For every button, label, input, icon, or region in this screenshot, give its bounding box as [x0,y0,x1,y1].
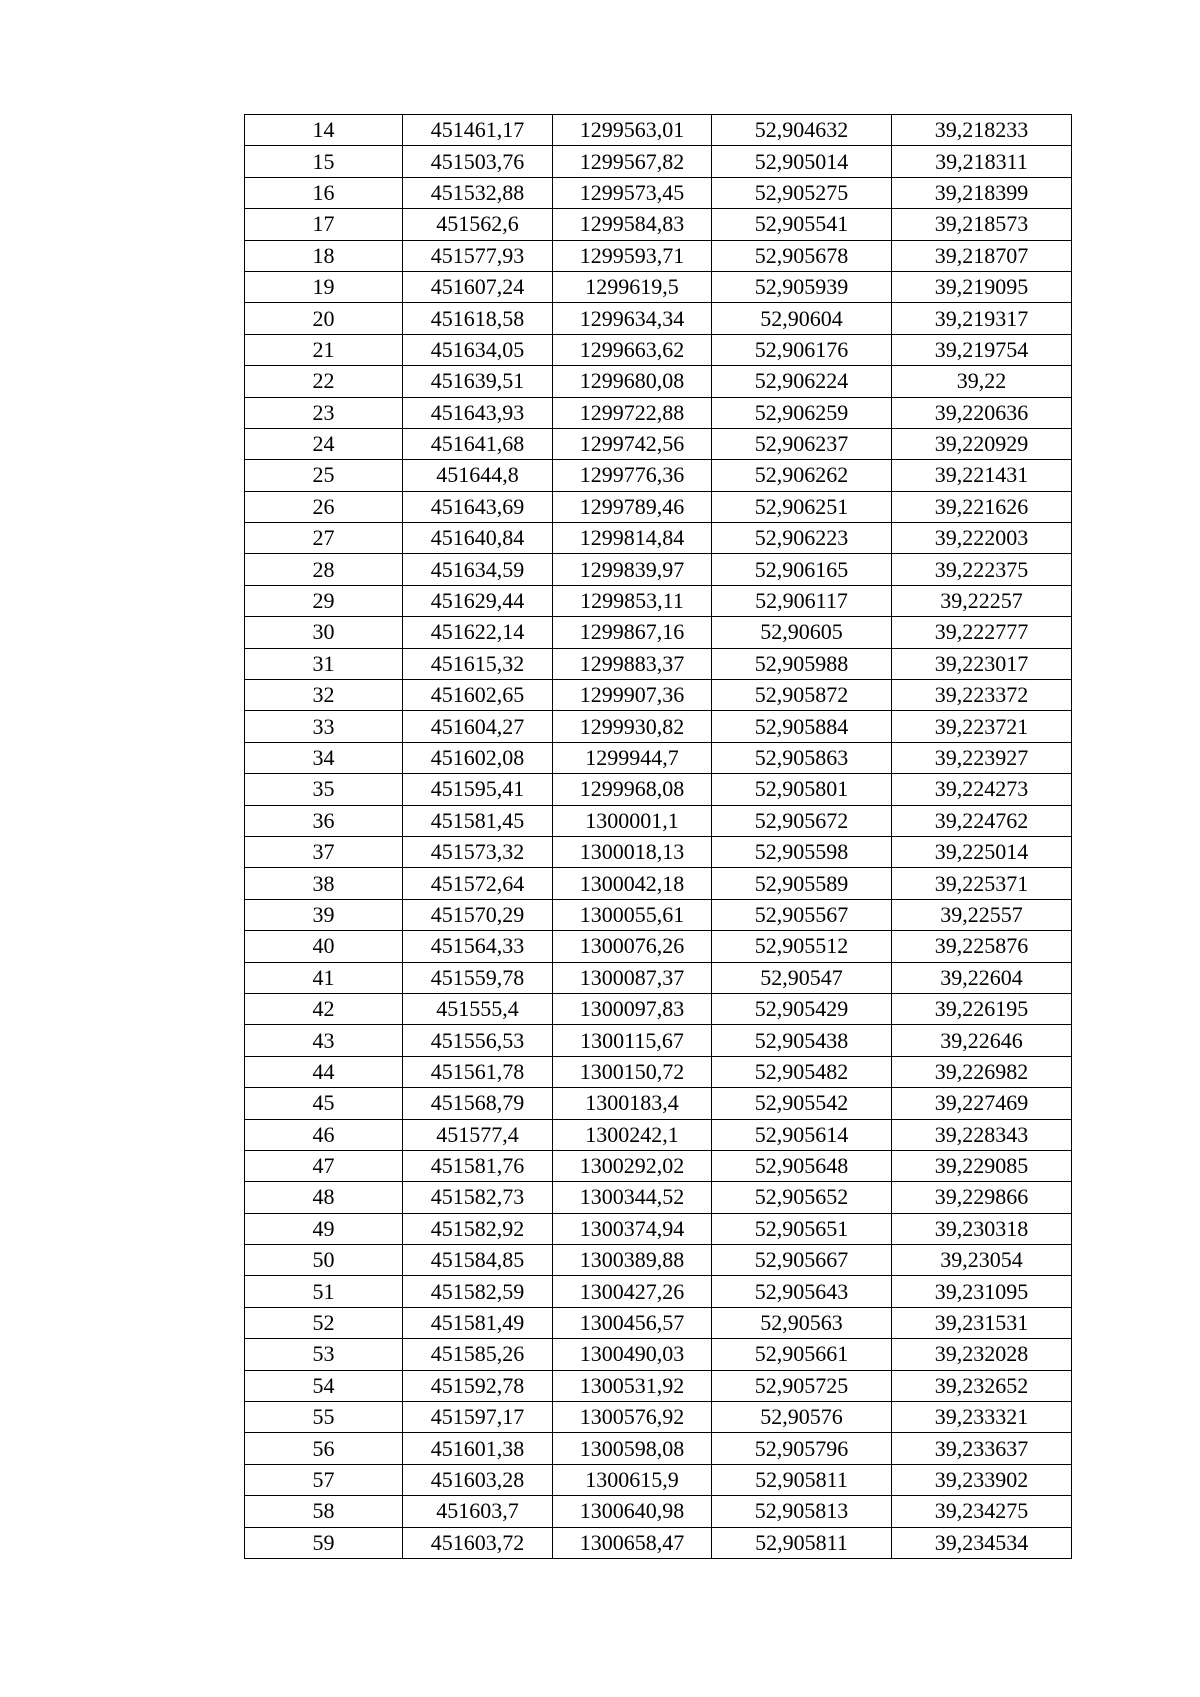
x-coordinate-cell: 451577,4 [403,1119,553,1150]
latitude-cell: 52,904632 [712,115,892,146]
longitude-cell: 39,233902 [892,1464,1072,1495]
point-number-cell: 24 [245,428,403,459]
point-number-cell: 33 [245,711,403,742]
y-coordinate-cell: 1299867,16 [553,617,712,648]
table-row [245,899,1072,930]
latitude-cell: 52,905648 [712,1150,892,1181]
y-coordinate-cell: 1299814,84 [553,523,712,554]
latitude-cell: 52,905652 [712,1182,892,1213]
table-row [245,366,1072,397]
y-coordinate-cell: 1300055,61 [553,899,712,930]
latitude-cell: 52,905725 [712,1370,892,1401]
x-coordinate-cell: 451604,27 [403,711,553,742]
latitude-cell: 52,905589 [712,868,892,899]
point-number-cell: 25 [245,460,403,491]
longitude-cell: 39,233321 [892,1402,1072,1433]
x-coordinate-cell: 451603,72 [403,1527,553,1558]
longitude-cell: 39,222777 [892,617,1072,648]
point-number-cell: 42 [245,993,403,1024]
longitude-cell: 39,218707 [892,240,1072,271]
longitude-cell: 39,233637 [892,1433,1072,1464]
latitude-cell: 52,905541 [712,209,892,240]
x-coordinate-cell: 451615,32 [403,648,553,679]
longitude-cell: 39,226195 [892,993,1072,1024]
y-coordinate-cell: 1300531,92 [553,1370,712,1401]
point-number-cell: 53 [245,1339,403,1370]
x-coordinate-cell: 451603,7 [403,1496,553,1527]
longitude-cell: 39,23054 [892,1245,1072,1276]
y-coordinate-cell: 1299563,01 [553,115,712,146]
latitude-cell: 52,905672 [712,805,892,836]
table-row [245,491,1072,522]
longitude-cell: 39,22257 [892,585,1072,616]
latitude-cell: 52,906223 [712,523,892,554]
y-coordinate-cell: 1299634,34 [553,303,712,334]
x-coordinate-cell: 451592,78 [403,1370,553,1401]
y-coordinate-cell: 1300640,98 [553,1496,712,1527]
x-coordinate-cell: 451601,38 [403,1433,553,1464]
latitude-cell: 52,905598 [712,836,892,867]
table-row [245,711,1072,742]
point-number-cell: 28 [245,554,403,585]
point-number-cell: 34 [245,742,403,773]
table-row [245,1527,1072,1558]
point-number-cell: 59 [245,1527,403,1558]
table-row [245,1213,1072,1244]
point-number-cell: 38 [245,868,403,899]
table-row [245,177,1072,208]
y-coordinate-cell: 1299907,36 [553,680,712,711]
y-coordinate-cell: 1300183,4 [553,1088,712,1119]
latitude-cell: 52,905811 [712,1527,892,1558]
longitude-cell: 39,231095 [892,1276,1072,1307]
y-coordinate-cell: 1300490,03 [553,1339,712,1370]
x-coordinate-cell: 451461,17 [403,115,553,146]
longitude-cell: 39,232028 [892,1339,1072,1370]
x-coordinate-cell: 451584,85 [403,1245,553,1276]
table-row [245,115,1072,146]
longitude-cell: 39,22557 [892,899,1072,930]
longitude-cell: 39,218399 [892,177,1072,208]
longitude-cell: 39,220636 [892,397,1072,428]
latitude-cell: 52,905988 [712,648,892,679]
table-row [245,303,1072,334]
table-row [245,209,1072,240]
latitude-cell: 52,905811 [712,1464,892,1495]
point-number-cell: 40 [245,931,403,962]
x-coordinate-cell: 451618,58 [403,303,553,334]
latitude-cell: 52,905542 [712,1088,892,1119]
table-row [245,1339,1072,1370]
longitude-cell: 39,230318 [892,1213,1072,1244]
x-coordinate-cell: 451570,29 [403,899,553,930]
longitude-cell: 39,225014 [892,836,1072,867]
y-coordinate-cell: 1299968,08 [553,774,712,805]
longitude-cell: 39,223017 [892,648,1072,679]
y-coordinate-cell: 1299680,08 [553,366,712,397]
table-row [245,962,1072,993]
point-number-cell: 20 [245,303,403,334]
table-row [245,554,1072,585]
table-row [245,1182,1072,1213]
table-row [245,240,1072,271]
latitude-cell: 52,905614 [712,1119,892,1150]
x-coordinate-cell: 451622,14 [403,617,553,648]
longitude-cell: 39,223927 [892,742,1072,773]
table-row [245,397,1072,428]
point-number-cell: 19 [245,271,403,302]
longitude-cell: 39,226982 [892,1056,1072,1087]
point-number-cell: 58 [245,1496,403,1527]
latitude-cell: 52,90547 [712,962,892,993]
point-number-cell: 46 [245,1119,403,1150]
x-coordinate-cell: 451644,8 [403,460,553,491]
latitude-cell: 52,905872 [712,680,892,711]
table-row [245,617,1072,648]
x-coordinate-cell: 451634,05 [403,334,553,365]
point-number-cell: 41 [245,962,403,993]
longitude-cell: 39,227469 [892,1088,1072,1119]
table-row [245,1056,1072,1087]
y-coordinate-cell: 1299742,56 [553,428,712,459]
point-number-cell: 49 [245,1213,403,1244]
x-coordinate-cell: 451581,76 [403,1150,553,1181]
y-coordinate-cell: 1299722,88 [553,397,712,428]
x-coordinate-cell: 451582,73 [403,1182,553,1213]
point-number-cell: 30 [245,617,403,648]
table-row [245,648,1072,679]
point-number-cell: 57 [245,1464,403,1495]
latitude-cell: 52,90576 [712,1402,892,1433]
x-coordinate-cell: 451597,17 [403,1402,553,1433]
table-row [245,428,1072,459]
y-coordinate-cell: 1300344,52 [553,1182,712,1213]
latitude-cell: 52,90563 [712,1307,892,1338]
point-number-cell: 14 [245,115,403,146]
y-coordinate-cell: 1300615,9 [553,1464,712,1495]
x-coordinate-cell: 451595,41 [403,774,553,805]
point-number-cell: 48 [245,1182,403,1213]
longitude-cell: 39,220929 [892,428,1072,459]
y-coordinate-cell: 1299573,45 [553,177,712,208]
y-coordinate-cell: 1299930,82 [553,711,712,742]
longitude-cell: 39,218573 [892,209,1072,240]
x-coordinate-cell: 451568,79 [403,1088,553,1119]
point-number-cell: 27 [245,523,403,554]
x-coordinate-cell: 451602,65 [403,680,553,711]
latitude-cell: 52,905801 [712,774,892,805]
table-row [245,146,1072,177]
table-row [245,1150,1072,1181]
latitude-cell: 52,905678 [712,240,892,271]
point-number-cell: 35 [245,774,403,805]
point-number-cell: 50 [245,1245,403,1276]
point-number-cell: 32 [245,680,403,711]
longitude-cell: 39,219095 [892,271,1072,302]
point-number-cell: 56 [245,1433,403,1464]
latitude-cell: 52,905661 [712,1339,892,1370]
x-coordinate-cell: 451577,93 [403,240,553,271]
x-coordinate-cell: 451634,59 [403,554,553,585]
x-coordinate-cell: 451555,4 [403,993,553,1024]
table-row [245,868,1072,899]
x-coordinate-cell: 451562,6 [403,209,553,240]
point-number-cell: 15 [245,146,403,177]
table-row [245,1433,1072,1464]
coordinates-table-body [245,115,1072,1559]
table-row [245,1119,1072,1150]
y-coordinate-cell: 1300115,67 [553,1025,712,1056]
latitude-cell: 52,906259 [712,397,892,428]
latitude-cell: 52,905884 [712,711,892,742]
x-coordinate-cell: 451581,49 [403,1307,553,1338]
point-number-cell: 44 [245,1056,403,1087]
latitude-cell: 52,905939 [712,271,892,302]
y-coordinate-cell: 1300001,1 [553,805,712,836]
longitude-cell: 39,234275 [892,1496,1072,1527]
y-coordinate-cell: 1299776,36 [553,460,712,491]
x-coordinate-cell: 451585,26 [403,1339,553,1370]
longitude-cell: 39,223372 [892,680,1072,711]
longitude-cell: 39,221431 [892,460,1072,491]
point-number-cell: 22 [245,366,403,397]
table-row [245,1245,1072,1276]
table-row [245,931,1072,962]
latitude-cell: 52,90604 [712,303,892,334]
latitude-cell: 52,905651 [712,1213,892,1244]
latitude-cell: 52,905512 [712,931,892,962]
longitude-cell: 39,224273 [892,774,1072,805]
latitude-cell: 52,905438 [712,1025,892,1056]
longitude-cell: 39,218233 [892,115,1072,146]
y-coordinate-cell: 1300389,88 [553,1245,712,1276]
point-number-cell: 51 [245,1276,403,1307]
y-coordinate-cell: 1300076,26 [553,931,712,962]
y-coordinate-cell: 1300427,26 [553,1276,712,1307]
latitude-cell: 52,906117 [712,585,892,616]
latitude-cell: 52,906176 [712,334,892,365]
table-row [245,1496,1072,1527]
table-row [245,805,1072,836]
latitude-cell: 52,905014 [712,146,892,177]
latitude-cell: 52,905482 [712,1056,892,1087]
x-coordinate-cell: 451559,78 [403,962,553,993]
point-number-cell: 54 [245,1370,403,1401]
longitude-cell: 39,22 [892,366,1072,397]
point-number-cell: 36 [245,805,403,836]
y-coordinate-cell: 1300292,02 [553,1150,712,1181]
longitude-cell: 39,228343 [892,1119,1072,1150]
y-coordinate-cell: 1299789,46 [553,491,712,522]
latitude-cell: 52,905863 [712,742,892,773]
table-row [245,1402,1072,1433]
y-coordinate-cell: 1300150,72 [553,1056,712,1087]
table-row [245,1088,1072,1119]
longitude-cell: 39,22646 [892,1025,1072,1056]
longitude-cell: 39,229085 [892,1150,1072,1181]
y-coordinate-cell: 1299853,11 [553,585,712,616]
x-coordinate-cell: 451564,33 [403,931,553,962]
point-number-cell: 17 [245,209,403,240]
latitude-cell: 52,90605 [712,617,892,648]
latitude-cell: 52,906165 [712,554,892,585]
table-row [245,774,1072,805]
longitude-cell: 39,234534 [892,1527,1072,1558]
longitude-cell: 39,224762 [892,805,1072,836]
y-coordinate-cell: 1299663,62 [553,334,712,365]
x-coordinate-cell: 451532,88 [403,177,553,208]
x-coordinate-cell: 451629,44 [403,585,553,616]
table-row [245,1464,1072,1495]
point-number-cell: 16 [245,177,403,208]
longitude-cell: 39,223721 [892,711,1072,742]
longitude-cell: 39,231531 [892,1307,1072,1338]
y-coordinate-cell: 1299619,5 [553,271,712,302]
table-row [245,460,1072,491]
y-coordinate-cell: 1300456,57 [553,1307,712,1338]
y-coordinate-cell: 1299839,97 [553,554,712,585]
x-coordinate-cell: 451561,78 [403,1056,553,1087]
longitude-cell: 39,225876 [892,931,1072,962]
longitude-cell: 39,232652 [892,1370,1072,1401]
y-coordinate-cell: 1299883,37 [553,648,712,679]
y-coordinate-cell: 1300087,37 [553,962,712,993]
y-coordinate-cell: 1300576,92 [553,1402,712,1433]
table-row [245,523,1072,554]
longitude-cell: 39,222003 [892,523,1072,554]
longitude-cell: 39,222375 [892,554,1072,585]
table-row [245,742,1072,773]
table-row [245,271,1072,302]
x-coordinate-cell: 451640,84 [403,523,553,554]
longitude-cell: 39,219317 [892,303,1072,334]
x-coordinate-cell: 451503,76 [403,146,553,177]
y-coordinate-cell: 1299593,71 [553,240,712,271]
latitude-cell: 52,905275 [712,177,892,208]
table-row [245,1276,1072,1307]
latitude-cell: 52,906262 [712,460,892,491]
longitude-cell: 39,22604 [892,962,1072,993]
y-coordinate-cell: 1299567,82 [553,146,712,177]
x-coordinate-cell: 451643,93 [403,397,553,428]
latitude-cell: 52,905429 [712,993,892,1024]
point-number-cell: 18 [245,240,403,271]
y-coordinate-cell: 1300097,83 [553,993,712,1024]
latitude-cell: 52,905643 [712,1276,892,1307]
longitude-cell: 39,218311 [892,146,1072,177]
point-number-cell: 45 [245,1088,403,1119]
point-number-cell: 55 [245,1402,403,1433]
longitude-cell: 39,229866 [892,1182,1072,1213]
point-number-cell: 52 [245,1307,403,1338]
y-coordinate-cell: 1300374,94 [553,1213,712,1244]
table-row [245,993,1072,1024]
y-coordinate-cell: 1300018,13 [553,836,712,867]
latitude-cell: 52,906224 [712,366,892,397]
point-number-cell: 47 [245,1150,403,1181]
latitude-cell: 52,905567 [712,899,892,930]
x-coordinate-cell: 451572,64 [403,868,553,899]
latitude-cell: 52,905796 [712,1433,892,1464]
table-row [245,680,1072,711]
x-coordinate-cell: 451602,08 [403,742,553,773]
table-row [245,836,1072,867]
point-number-cell: 39 [245,899,403,930]
table-row [245,1370,1072,1401]
table-row [245,334,1072,365]
x-coordinate-cell: 451641,68 [403,428,553,459]
point-number-cell: 37 [245,836,403,867]
x-coordinate-cell: 451643,69 [403,491,553,522]
x-coordinate-cell: 451582,92 [403,1213,553,1244]
point-number-cell: 29 [245,585,403,616]
longitude-cell: 39,225371 [892,868,1072,899]
y-coordinate-cell: 1299944,7 [553,742,712,773]
latitude-cell: 52,906237 [712,428,892,459]
y-coordinate-cell: 1299584,83 [553,209,712,240]
x-coordinate-cell: 451573,32 [403,836,553,867]
y-coordinate-cell: 1300658,47 [553,1527,712,1558]
point-number-cell: 21 [245,334,403,365]
x-coordinate-cell: 451582,59 [403,1276,553,1307]
point-number-cell: 26 [245,491,403,522]
latitude-cell: 52,905667 [712,1245,892,1276]
point-number-cell: 23 [245,397,403,428]
table-row [245,1025,1072,1056]
latitude-cell: 52,905813 [712,1496,892,1527]
point-number-cell: 31 [245,648,403,679]
y-coordinate-cell: 1300242,1 [553,1119,712,1150]
x-coordinate-cell: 451639,51 [403,366,553,397]
x-coordinate-cell: 451603,28 [403,1464,553,1495]
x-coordinate-cell: 451556,53 [403,1025,553,1056]
x-coordinate-cell: 451607,24 [403,271,553,302]
latitude-cell: 52,906251 [712,491,892,522]
table-row [245,1307,1072,1338]
y-coordinate-cell: 1300598,08 [553,1433,712,1464]
coordinates-table [244,114,1072,1559]
x-coordinate-cell: 451581,45 [403,805,553,836]
point-number-cell: 43 [245,1025,403,1056]
longitude-cell: 39,219754 [892,334,1072,365]
y-coordinate-cell: 1300042,18 [553,868,712,899]
longitude-cell: 39,221626 [892,491,1072,522]
table-row [245,585,1072,616]
